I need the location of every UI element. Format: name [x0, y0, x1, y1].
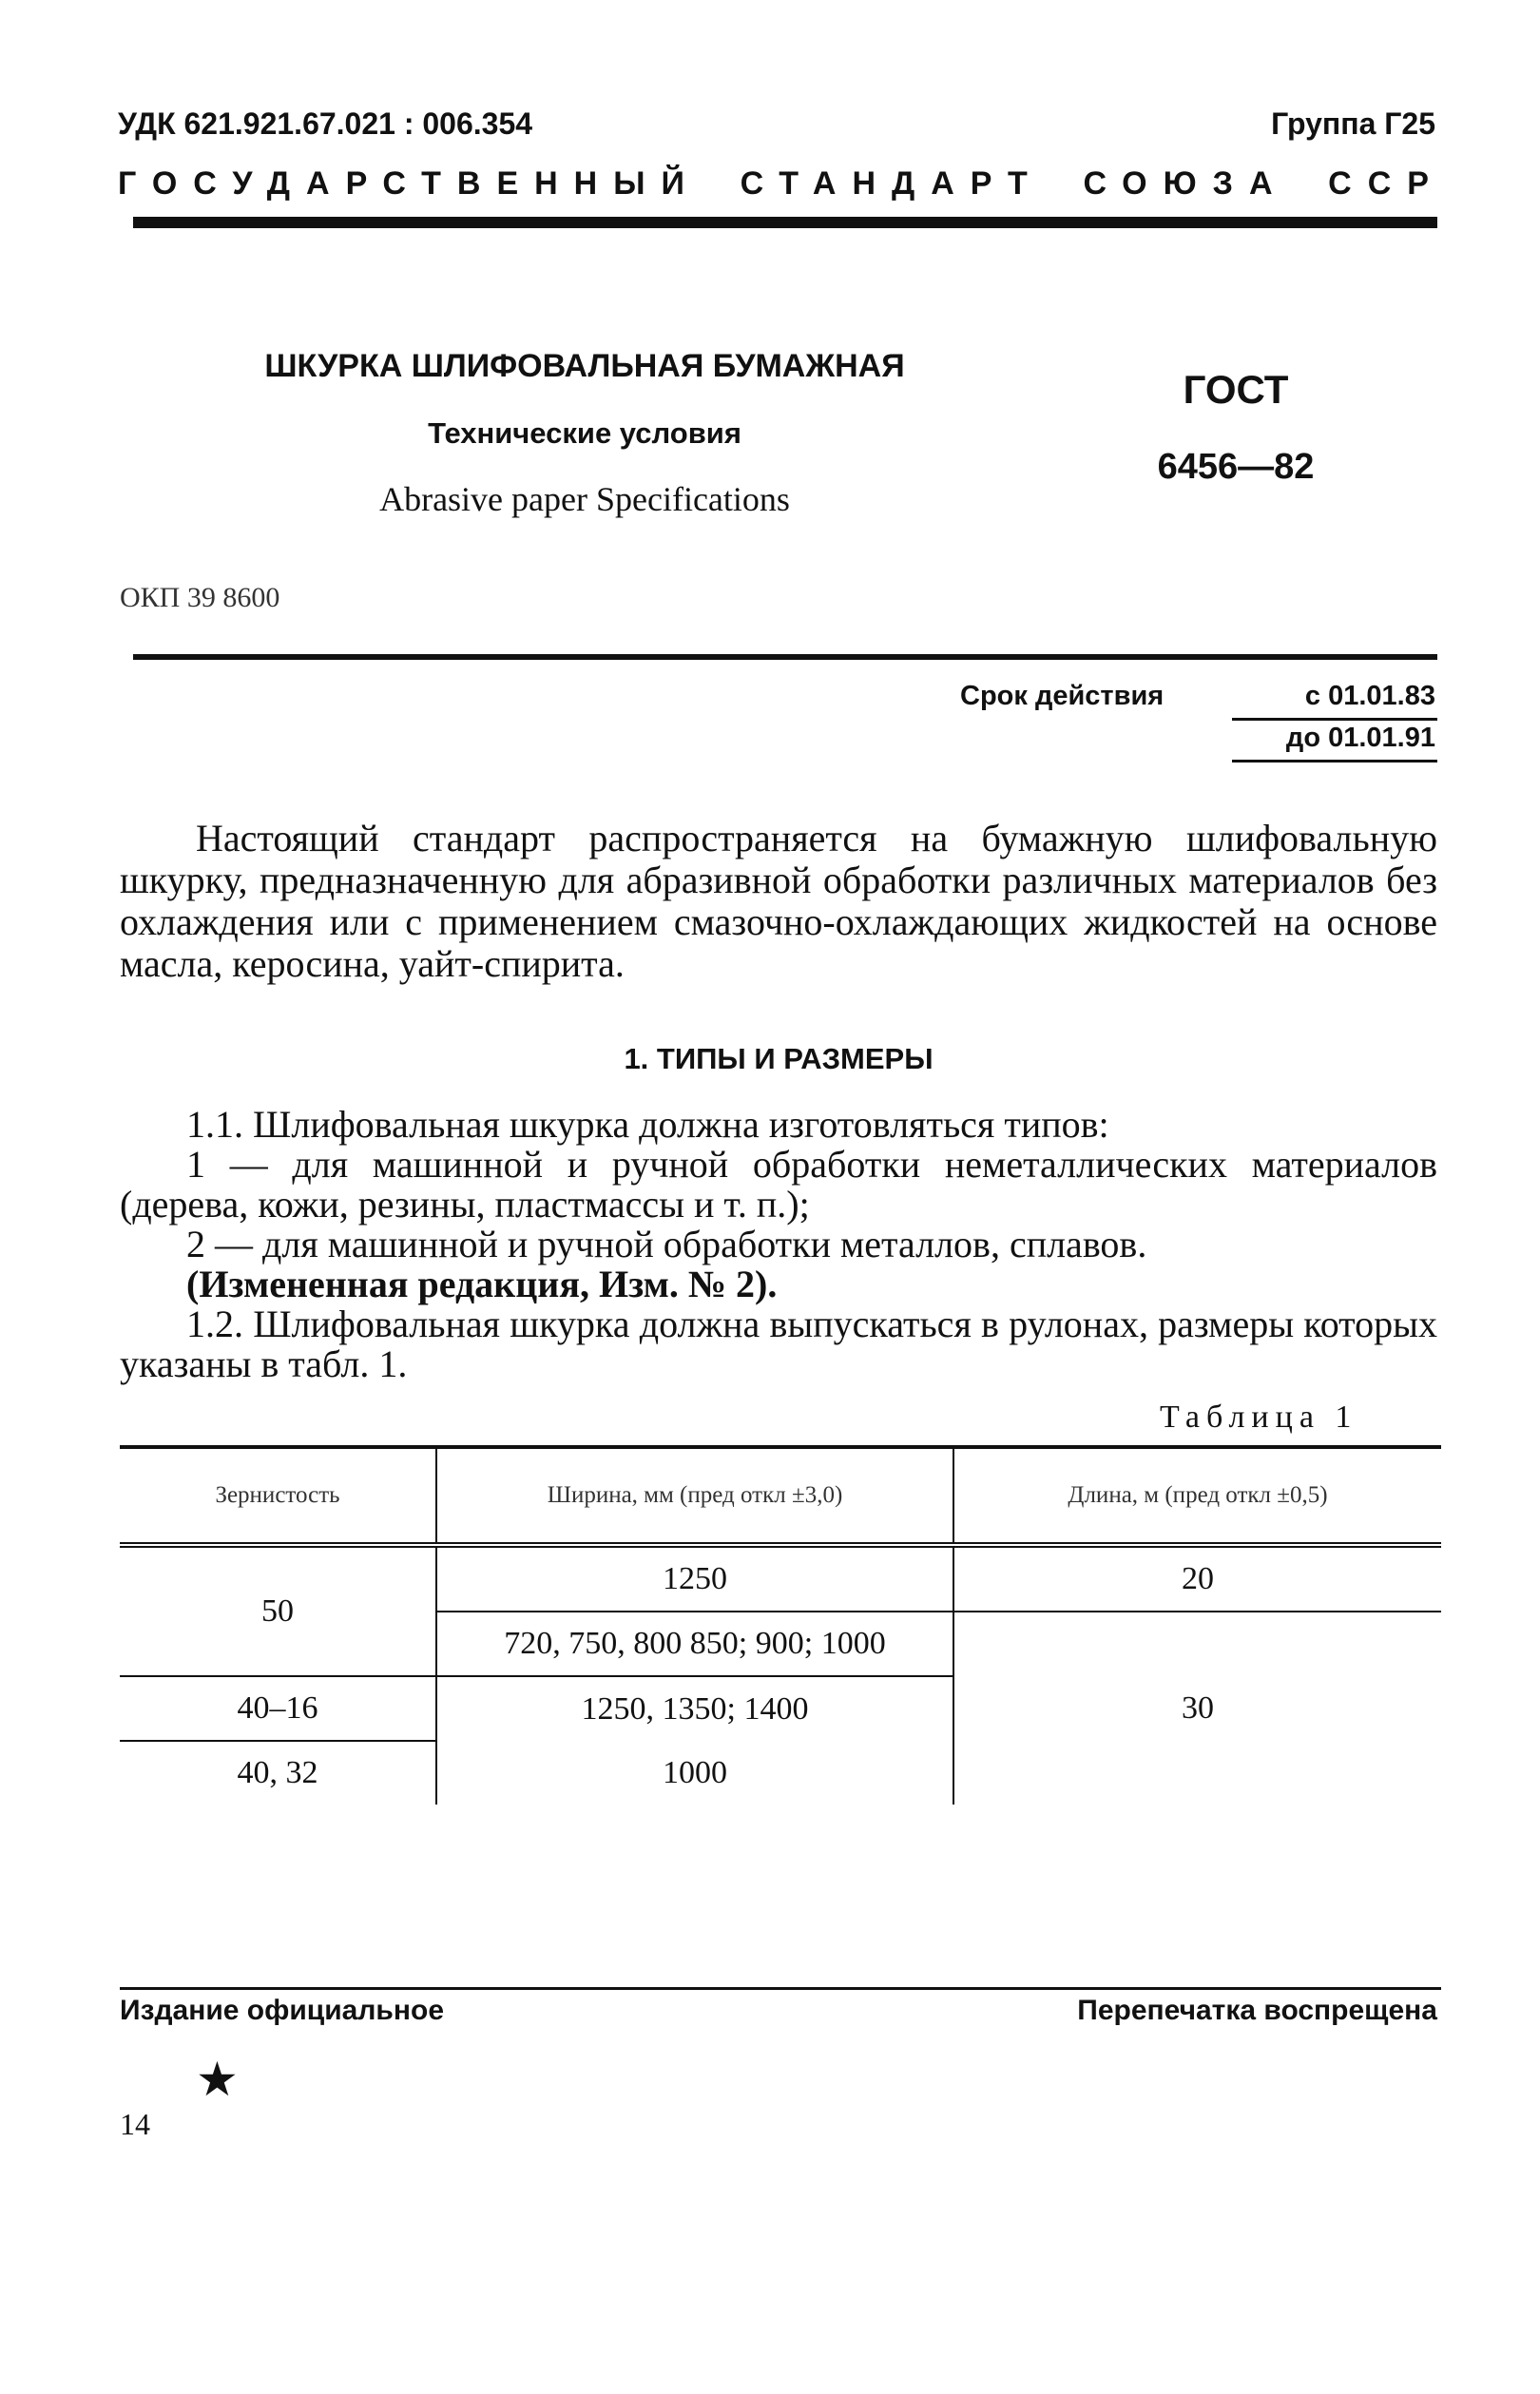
doc-subtitle: Технические условия: [428, 416, 741, 450]
cell-grit: 50: [120, 1545, 436, 1676]
star-icon: ★: [196, 2053, 239, 2106]
gost-label: ГОСТ: [1183, 367, 1289, 412]
banner-word: СТАНДАРТ: [740, 165, 1044, 202]
col-header-width: Ширина, мм (пред откл ±3,0): [436, 1447, 953, 1545]
header-rule: [133, 217, 1437, 228]
clause-1-1: 1.1. Шлифовальная шкурка должна изготовляться типов:: [186, 1103, 1109, 1146]
page-number: 14: [120, 2107, 150, 2141]
clause-1-2: 1.2. Шлифовальная шкурка должна выпускаться в рулонах, размеры которых указаны в табл. 1.: [120, 1303, 1437, 1385]
section-body: [120, 1105, 1437, 1384]
state-standard-banner: [118, 165, 1445, 203]
banner-word: ССР: [1328, 165, 1445, 202]
revision-note: (Измененная редакция, Изм. № 2).: [186, 1263, 778, 1305]
official-edition: Издание официальное: [120, 1995, 445, 2026]
sizes-table: [120, 1445, 1441, 1805]
udk-code: УДК 621.921.67.021 : 006.354: [118, 106, 533, 141]
title-rule: [133, 654, 1437, 660]
validity-from: с 01.01.83: [1304, 681, 1435, 711]
type-2: 2 — для машинной и ручной обработки металлов, сплавов.: [186, 1223, 1147, 1265]
cell-grit: 40, 32: [237, 1755, 318, 1790]
col-header-length: Длина, м (пред откл ±0,5): [953, 1447, 1441, 1545]
intro-paragraph: Настоящий стандарт распространяется на бумажную шлифовальную шкурку, предназначенную для абразивной обработки различных материалов без охлаждения или с применением смазочно-охлаждающих жидкостей на основе масла, керосина, уайт-спирита.: [120, 817, 1437, 985]
footer-rule: [120, 1987, 1441, 1990]
validity-to: до 01.01.91: [1285, 723, 1435, 753]
validity-underline: [1232, 760, 1437, 763]
cell-length: 30: [953, 1612, 1441, 1805]
validity-label: Срок действия: [960, 681, 1165, 711]
cell-width: 1250: [436, 1545, 953, 1612]
cell-grit: 40–16: [120, 1676, 436, 1741]
okp-code: ОКП 39 8600: [120, 582, 280, 613]
table-header-row: [120, 1447, 1441, 1545]
banner-word: СОЮЗА: [1083, 165, 1289, 202]
group-code: Группа Г25: [1271, 106, 1435, 141]
cell-width: 1000: [436, 1741, 953, 1805]
banner-word: ГОСУДАРСТВЕННЫЙ: [118, 165, 701, 202]
doc-title: ШКУРКА ШЛИФОВАЛЬНАЯ БУМАЖНАЯ: [264, 348, 905, 384]
cell-width: 1250, 1350; 1400: [436, 1676, 953, 1741]
section-heading: 1. ТИПЫ И РАЗМЕРЫ: [624, 1042, 934, 1075]
validity-underline: [1232, 718, 1437, 721]
reprint-notice: Перепечатка воспрещена: [1077, 1995, 1437, 2026]
table-caption: Таблица 1: [1160, 1400, 1358, 1435]
type-1: 1 — для машинной и ручной обработки неметаллических материалов (дерева, кожи, резины, пластмассы и т. п.);: [120, 1143, 1437, 1226]
cell-width: 720, 750, 800 850; 900; 1000: [436, 1612, 953, 1676]
cell-length: 20: [953, 1545, 1441, 1612]
doc-title-english: Abrasive paper Specifications: [379, 480, 790, 518]
table-row: [120, 1545, 1441, 1612]
gost-number: 6456—82: [1157, 447, 1315, 487]
col-header-grit: Зернистость: [120, 1447, 436, 1545]
